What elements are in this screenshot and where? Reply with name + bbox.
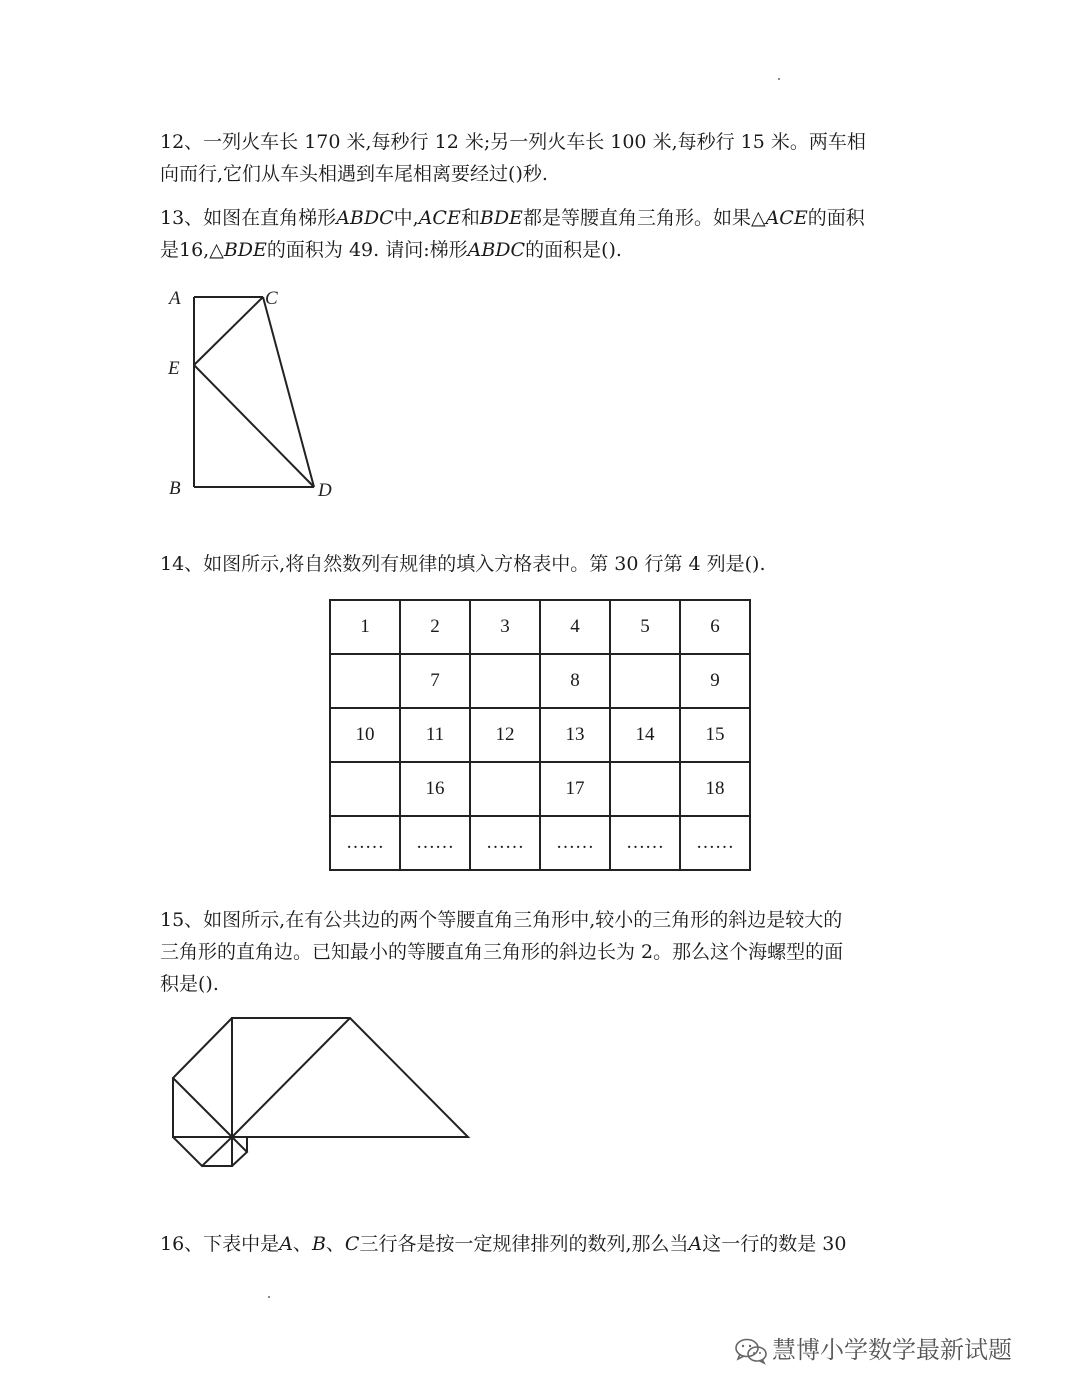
table-row [330, 762, 750, 816]
grid-cell: 14 [610, 708, 680, 762]
question-15-line-1: 15、如图所示,在有公共边的两个等腰直角三角形中,较小的三角形的斜边是较大的 [160, 909, 843, 931]
q13-text: 中, [393, 207, 419, 229]
grid-cell [610, 762, 680, 816]
table-row [330, 708, 750, 762]
number-grid [329, 599, 751, 871]
q16-text: 、 [292, 1233, 312, 1255]
grid-cell: …… [470, 816, 540, 870]
grid-cell: …… [610, 816, 680, 870]
watermark-text: 慧博小学数学最新试题 [772, 1336, 1012, 1364]
grid-cell: 15 [680, 708, 750, 762]
grid-cell: 9 [680, 654, 750, 708]
label-d: D [318, 480, 332, 501]
grid-cell: 11 [400, 708, 470, 762]
speck [268, 1296, 270, 1298]
grid-cell: …… [400, 816, 470, 870]
grid-cell [610, 654, 680, 708]
spiral-hyp-1 [232, 1018, 350, 1137]
q13-text: 都是等腰直角三角形。如果△ [522, 207, 766, 229]
edge-ed [194, 365, 314, 487]
grid-cell [330, 654, 400, 708]
grid-cell: 2 [400, 600, 470, 654]
grid-cell: …… [540, 816, 610, 870]
spiral-triangle-2 [173, 1018, 232, 1137]
question-12-line-2: 向而行,它们从车头相遇到车尾相离要经过()秒. [160, 163, 548, 185]
trapezoid-figure [150, 280, 350, 510]
grid-cell: 10 [330, 708, 400, 762]
q16-var: A [688, 1233, 703, 1255]
label-e: E [168, 358, 180, 379]
grid-cell: 4 [540, 600, 610, 654]
question-15-line-2: 三角形的直角边。已知最小的等腰直角三角形的斜边长为 2。那么这个海螺型的面 [160, 941, 844, 963]
grid-cell: …… [330, 816, 400, 870]
q13-text: 13、如图在直角梯形 [160, 207, 337, 229]
grid-cell: 17 [540, 762, 610, 816]
question-16-line-1 [160, 1228, 920, 1260]
spiral-triangle-6 [232, 1137, 247, 1166]
question-14-text: 14、如图所示,将自然数列有规律的填入方格表中。第 30 行第 4 列是(). [160, 553, 766, 575]
q13-var: ACE [418, 207, 461, 229]
question-16 [160, 1228, 920, 1260]
grid-cell: 8 [540, 654, 610, 708]
q16-text: 这一行的数是 30 [702, 1233, 847, 1255]
question-13-line-2 [160, 234, 920, 266]
q16-var: B [311, 1233, 326, 1255]
table-row [330, 816, 750, 870]
q13-text: 的面积为 49. 请问:梯形 [266, 239, 468, 261]
grid-cell: 16 [400, 762, 470, 816]
q16-text: 、 [325, 1233, 345, 1255]
q16-var: C [344, 1233, 360, 1255]
q13-var: ABDC [336, 207, 394, 229]
table-row [330, 600, 750, 654]
grid-cell [470, 654, 540, 708]
label-b: B [169, 478, 181, 499]
q13-text: 的面积是(). [525, 239, 622, 261]
grid-cell: 5 [610, 600, 680, 654]
grid-cell: 6 [680, 600, 750, 654]
grid-cell [330, 762, 400, 816]
grid-cell: 12 [470, 708, 540, 762]
q16-text: 16、下表中是 [160, 1233, 280, 1255]
q16-var: A [279, 1233, 293, 1255]
q13-text: 的面积 [807, 207, 865, 229]
question-13-line-1 [160, 202, 920, 234]
grid-cell [470, 762, 540, 816]
q13-var: BDE [479, 207, 523, 229]
q16-text: 三行各是按一定规律排列的数列,那么当 [359, 1233, 689, 1255]
question-12-line-1: 12、一列火车长 170 米,每秒行 12 米;另一列火车长 100 米,每秒行 15 米。两车相 [160, 131, 866, 153]
q13-var: BDE [223, 239, 267, 261]
label-c: C [265, 288, 278, 309]
question-14 [160, 548, 920, 580]
table-row [330, 654, 750, 708]
question-15 [160, 904, 920, 1000]
grid-cell: 18 [680, 762, 750, 816]
question-12 [160, 126, 920, 190]
label-a: A [169, 288, 181, 309]
grid-cell: 13 [540, 708, 610, 762]
spiral-figure [160, 1010, 480, 1175]
question-13 [160, 202, 920, 266]
q13-var: ABDC [467, 239, 526, 261]
grid-cell: …… [680, 816, 750, 870]
question-15-line-3: 积是(). [160, 973, 219, 995]
q13-text: 和 [460, 207, 480, 229]
grid-cell: 3 [470, 600, 540, 654]
wechat-icon [734, 1337, 768, 1365]
q13-var: ACE [765, 207, 808, 229]
q13-text: 是16,△ [160, 239, 224, 261]
spiral-triangle-4 [173, 1137, 232, 1166]
grid-cell: 7 [400, 654, 470, 708]
spiral-triangle-1 [232, 1018, 468, 1137]
watermark [734, 1330, 1012, 1365]
grid-cell: 1 [330, 600, 400, 654]
edge-ec [194, 297, 263, 365]
speck [778, 78, 780, 80]
edge-cd [263, 297, 314, 487]
